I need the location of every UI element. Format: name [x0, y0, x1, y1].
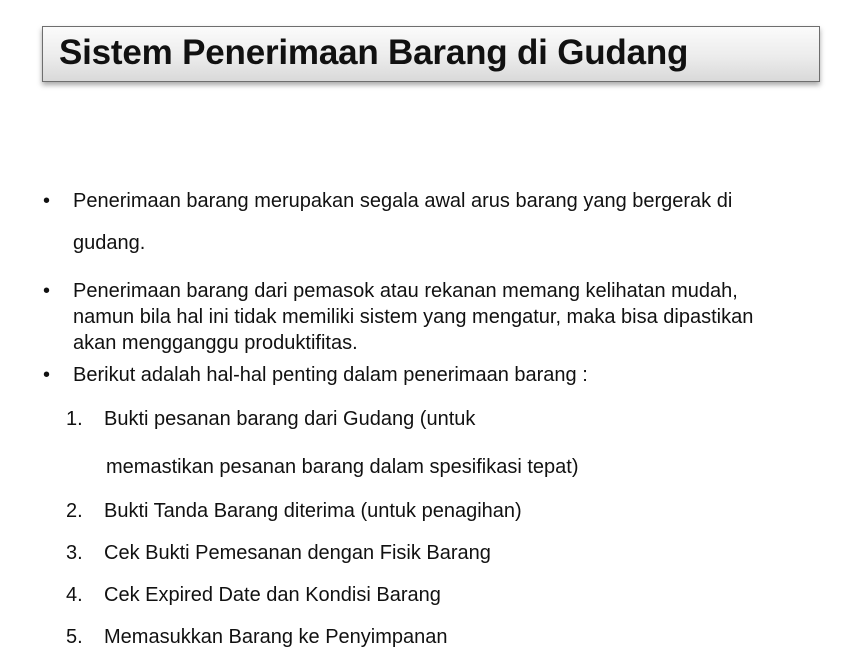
step-number-5: 5.	[66, 626, 83, 648]
step-text-4: Cek Expired Date dan Kondisi Barang	[104, 584, 441, 606]
bullet-text-1-line-1: Penerimaan barang merupakan segala awal arus barang yang bergerak di	[73, 190, 733, 212]
step-number-1: 1.	[66, 408, 83, 430]
bullet-marker-2: •	[43, 280, 51, 302]
bullet-text-2-line-1: Penerimaan barang dari pemasok atau rekanan memang kelihatan mudah,	[73, 280, 738, 302]
step-text-2: Bukti Tanda Barang diterima (untuk penagihan)	[104, 500, 522, 522]
bullet-text-2-line-3: akan mengganggu produktifitas.	[73, 332, 358, 354]
title-box	[42, 26, 820, 82]
slide-title: Sistem Penerimaan Barang di Gudang	[59, 33, 689, 72]
step-text-1-line-2: memastikan pesanan barang dalam spesifikasi tepat)	[106, 456, 579, 478]
bullet-marker-3: •	[43, 364, 51, 386]
bullet-text-2-line-2: namun bila hal ini tidak memiliki sistem yang mengatur, maka bisa dipastikan	[73, 306, 754, 328]
step-number-4: 4.	[66, 584, 83, 606]
step-text-3: Cek Bukti Pemesanan dengan Fisik Barang	[104, 542, 491, 564]
step-number-2: 2.	[66, 500, 83, 522]
bullet-marker-1: •	[43, 190, 51, 212]
step-text-1-line-1: Bukti pesanan barang dari Gudang (untuk	[104, 408, 476, 430]
step-text-5: Memasukkan Barang ke Penyimpanan	[104, 626, 448, 648]
bullet-text-1-line-2: gudang.	[73, 232, 146, 254]
bullet-text-3-line-1: Berikut adalah hal-hal penting dalam penerimaan barang :	[73, 364, 588, 386]
step-number-3: 3.	[66, 542, 83, 564]
